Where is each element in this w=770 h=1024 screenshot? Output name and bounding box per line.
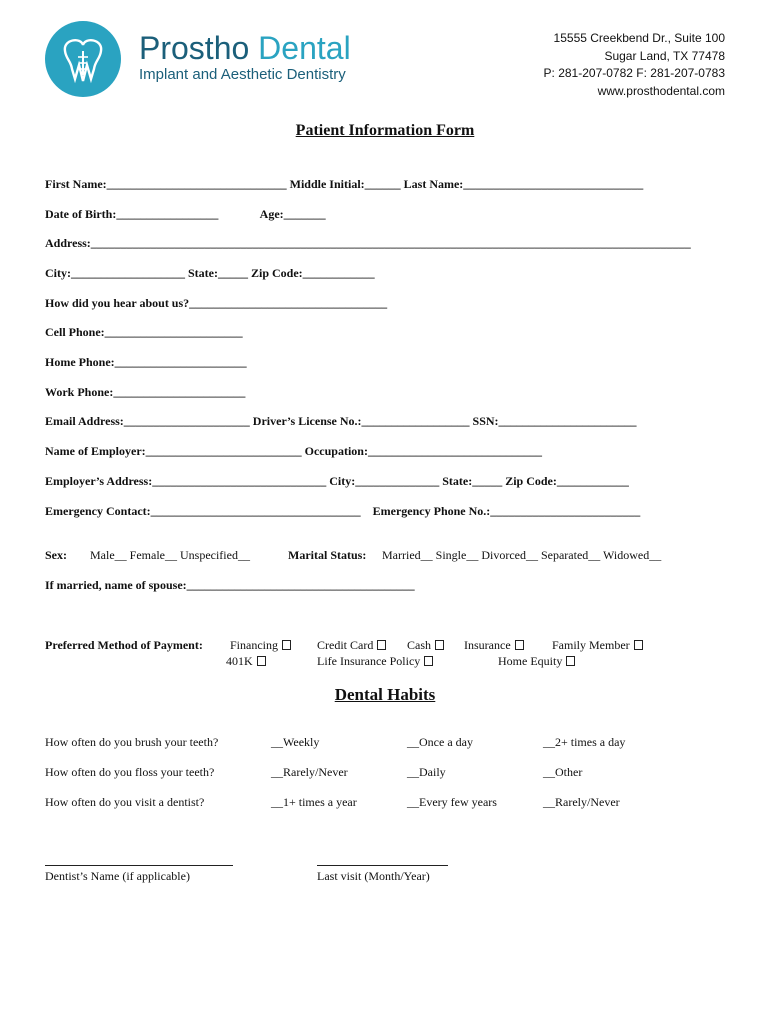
habit-answer-option[interactable]: __Other — [543, 765, 583, 779]
sex-options[interactable]: Male__ Female__ Unspecified__ — [90, 548, 250, 562]
brand-name-part1: Prostho — [139, 30, 250, 66]
email-license-ssn-row[interactable]: Email Address:_____________________ Driver’s License No.:__________________ SSN:_______________________ — [45, 414, 637, 428]
tooth-implant-icon — [45, 21, 121, 97]
cell-phone-row[interactable]: Cell Phone:_______________________ — [45, 325, 243, 339]
phone-fax-line: P: 281-207-0782 F: 281-207-0783 — [543, 66, 725, 81]
payment-option-label: Family Member — [552, 638, 630, 652]
checkbox-icon[interactable] — [566, 656, 575, 666]
habit-question-flossing: How often do you floss your teeth? — [45, 765, 215, 779]
dentist-name-label: Dentist’s Name (if applicable) — [45, 869, 190, 883]
payment-option-label: 401K — [226, 654, 253, 668]
payment-option-cash[interactable] — [407, 638, 444, 653]
payment-option-life-insurance[interactable] — [317, 654, 433, 669]
section-title-dental-habits: Dental Habits — [334, 685, 436, 704]
name-row[interactable]: First Name:______________________________ Middle Initial:______ Last Name:______________________________ — [45, 177, 644, 191]
home-phone-row[interactable]: Home Phone:______________________ — [45, 355, 247, 369]
habit-answer-option[interactable]: __2+ times a day — [543, 735, 626, 749]
payment-method-label: Preferred Method of Payment: — [45, 638, 203, 652]
payment-option-label: Life Insurance Policy — [317, 654, 421, 668]
spouse-row[interactable]: If married, name of spouse:______________________________________ — [45, 578, 415, 592]
habit-answer-option[interactable]: __Once a day — [407, 735, 473, 749]
website-link[interactable]: www.prosthodental.com — [597, 83, 725, 98]
checkbox-icon[interactable] — [282, 640, 291, 650]
practice-address — [544, 30, 725, 100]
brand-name-part2: Dental — [249, 30, 351, 66]
emergency-contact-row[interactable]: Emergency Contact:___________________________________ Emergency Phone No.:_________________________ — [45, 504, 641, 518]
marital-status-options[interactable]: Married__ Single__ Divorced__ Separated__ Widowed__ — [382, 548, 662, 562]
address-line1: 15555 Creekbend Dr., Suite 100 — [553, 31, 725, 45]
checkbox-icon[interactable] — [515, 640, 524, 650]
payment-option-label: Financing — [230, 638, 278, 652]
habit-answer-option[interactable]: __Daily — [407, 765, 446, 779]
habit-answer-option[interactable]: __Every few years — [407, 795, 497, 809]
payment-option-401k[interactable] — [226, 654, 266, 669]
employer-occupation-row[interactable]: Name of Employer:__________________________ Occupation:_____________________________ — [45, 444, 542, 458]
checkbox-icon[interactable] — [257, 656, 266, 666]
habit-answer-option[interactable]: __1+ times a year — [271, 795, 357, 809]
payment-option-family-member[interactable] — [552, 638, 643, 653]
form-title: Patient Information Form — [295, 122, 475, 139]
dob-age-row[interactable]: Date of Birth:_________________ Age:_______ — [45, 207, 326, 221]
habit-answer-option[interactable]: __Rarely/Never — [271, 765, 348, 779]
city-state-zip-row[interactable]: City:___________________ State:_____ Zip Code:____________ — [45, 266, 375, 280]
habit-question-brushing: How often do you brush your teeth? — [45, 735, 219, 749]
checkbox-icon[interactable] — [377, 640, 386, 650]
address-line2: Sugar Land, TX 77478 — [604, 48, 725, 63]
brand-name — [139, 30, 351, 66]
marital-status-label: Marital Status: — [288, 548, 367, 562]
work-phone-row[interactable]: Work Phone:______________________ — [45, 385, 246, 399]
habit-question-dentist-visits: How often do you visit a dentist? — [45, 795, 205, 809]
checkbox-icon[interactable] — [424, 656, 433, 666]
address-row[interactable]: Address:____________________________________________________________________________________________________ — [45, 236, 691, 250]
referral-row[interactable]: How did you hear about us?_________________________________ — [45, 296, 388, 310]
payment-option-insurance[interactable] — [464, 638, 524, 653]
last-visit-line[interactable] — [317, 865, 448, 866]
payment-option-label: Insurance — [464, 638, 511, 652]
checkbox-icon[interactable] — [435, 640, 444, 650]
habit-answer-option[interactable]: __Weekly — [271, 735, 320, 749]
payment-option-label: Cash — [407, 638, 431, 652]
payment-option-home-equity[interactable] — [498, 654, 575, 669]
payment-option-label: Credit Card — [317, 638, 374, 652]
last-visit-label: Last visit (Month/Year) — [317, 869, 430, 883]
brand-tagline: Implant and Aesthetic Dentistry — [139, 66, 346, 83]
payment-option-financing[interactable] — [230, 638, 291, 653]
employer-address-row[interactable]: Employer’s Address:_____________________________ City:______________ State:_____ Zip Code:____________ — [45, 474, 629, 488]
payment-option-credit-card[interactable] — [317, 638, 386, 653]
practice-logo — [45, 21, 121, 97]
sex-label: Sex: — [45, 548, 67, 562]
payment-option-label: Home Equity — [498, 654, 563, 668]
habit-answer-option[interactable]: __Rarely/Never — [543, 795, 620, 809]
checkbox-icon[interactable] — [634, 640, 643, 650]
dentist-name-line[interactable] — [45, 865, 233, 866]
